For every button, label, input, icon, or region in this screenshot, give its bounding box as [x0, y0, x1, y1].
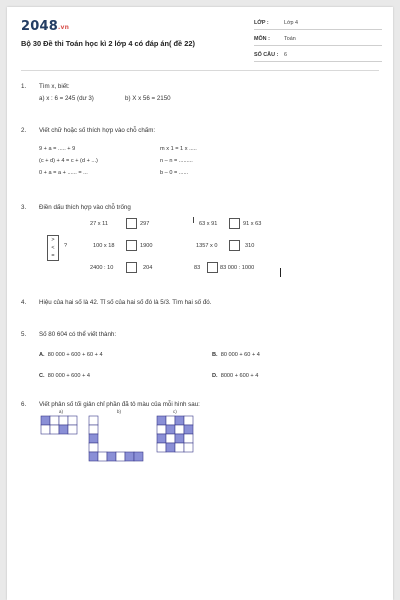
figure-c-cell — [157, 416, 166, 425]
figure-b-cell — [125, 452, 134, 461]
figure-c-cell — [157, 434, 166, 443]
figure-a-cell — [50, 425, 59, 434]
choice-b[interactable]: B. 80 000 + 60 + 4 — [212, 352, 260, 358]
q2-left-line: (c + d) + 4 = c + (d + ...) — [39, 158, 98, 164]
q1-part-a: a) x : 6 = 245 (dư 3) — [39, 95, 94, 102]
q3-expression: 83 — [194, 265, 201, 271]
figure-c-cell — [175, 434, 184, 443]
q3-expression: 63 x 91 — [199, 221, 218, 227]
figure-c-cell — [157, 425, 166, 434]
answer-box[interactable] — [229, 240, 240, 251]
figure-c-cell — [175, 443, 184, 452]
figure-b-cell — [134, 452, 143, 461]
q3-expression: 204 — [143, 265, 153, 271]
text-cursor — [193, 217, 194, 223]
figure-a-cell — [41, 416, 50, 425]
question-text: Điền dấu thích hợp vào chỗ trống — [39, 204, 131, 211]
question-number: 5. — [21, 331, 27, 338]
question-text: Viết phân số tối giản chỉ phần đã tô màu của mỗi hình sau: — [39, 401, 200, 408]
question-number: 2. — [21, 127, 27, 134]
figure-b-cell — [89, 416, 98, 425]
text-cursor — [280, 268, 281, 277]
site-logo[interactable]: 2048.vn — [21, 19, 70, 34]
figure-c-cell — [166, 425, 175, 434]
question-text: Số 80 604 có thể viết thành: — [39, 331, 117, 338]
q2-left-line: 9 + a = ..... + 9 — [39, 146, 76, 152]
choice-a[interactable]: A. 80 000 + 600 + 60 + 4 — [39, 352, 103, 358]
answer-box[interactable] — [126, 262, 137, 273]
answer-box[interactable] — [126, 240, 137, 251]
figure-a-grid — [41, 416, 81, 436]
figure-b-cell — [89, 434, 98, 443]
q3-expression: 1357 x 0 — [196, 243, 218, 249]
sign-options-box: > < = — [47, 235, 59, 261]
q2-right-line: n – n = ......... — [160, 158, 193, 164]
q3-expression: 297 — [140, 221, 150, 227]
figure-b-cell — [89, 425, 98, 434]
q3-expression: 27 x 11 — [90, 221, 108, 227]
question-number: 4. — [21, 299, 27, 306]
figure-c-cell — [184, 416, 193, 425]
question-number: 6. — [21, 401, 27, 408]
q2-right-line: m x 1 = 1 x ..... — [160, 146, 197, 152]
figure-b-cell — [89, 443, 98, 452]
q3-expression: 2400 : 10 — [90, 265, 114, 271]
question-number: 1. — [21, 83, 27, 90]
answer-box[interactable] — [229, 218, 240, 229]
figure-a-cell — [50, 416, 59, 425]
figure-label: a) — [59, 409, 63, 414]
figure-label: c) — [173, 409, 177, 414]
figure-b-cell — [116, 452, 125, 461]
figure-c-cell — [175, 416, 184, 425]
q3-expression: 91 x 63 — [243, 221, 262, 227]
figure-c-cell — [184, 434, 193, 443]
q3-expression: 83 000 : 1000 — [220, 265, 255, 271]
answer-box[interactable] — [126, 218, 137, 229]
header-divider — [21, 70, 379, 71]
figure-label: b) — [117, 409, 121, 414]
question-text: Viết chữ hoặc số thích hợp vào chỗ chấm: — [39, 127, 156, 134]
q3-expression: 1900 — [140, 243, 153, 249]
document-title: Bộ 30 Đề thi Toán học kì 2 lớp 4 có đáp án( đề 22) — [21, 39, 195, 48]
figure-c-cell — [166, 434, 175, 443]
question-mark: ? — [64, 243, 68, 249]
choice-d[interactable]: D. 8000 + 600 + 4 — [212, 373, 259, 379]
question-text: Hiệu của hai số là 42. Tỉ số của hai số đó là 5/3. Tìm hai số đó. — [39, 299, 212, 306]
figure-b-cell — [107, 452, 116, 461]
q3-expression: 100 x 18 — [93, 243, 115, 249]
q1-part-b: b) X x 56 = 2150 — [125, 95, 171, 102]
figure-a-cell — [68, 425, 77, 434]
figure-c-cell — [184, 443, 193, 452]
question-text: Tìm x, biết: — [39, 83, 70, 90]
figure-a-cell — [59, 416, 68, 425]
q3-expression: 310 — [245, 243, 255, 249]
figure-b-shape — [89, 416, 159, 466]
figure-c-cell — [175, 425, 184, 434]
q2-left-line: 0 + a = a + ...... = ... — [39, 170, 88, 176]
figure-b-cell — [98, 452, 107, 461]
choice-c[interactable]: C. 80 000 + 600 + 4 — [39, 373, 91, 379]
figure-a-cell — [41, 425, 50, 434]
figure-c-cell — [157, 443, 166, 452]
document-page: 2048.vn Bộ 30 Đề thi Toán học kì 2 lớp 4 có đáp án( đề 22) LỚP : Lớp 4 MÔN : Toán SỐ CÂU : 6 1. Tìm x, biết: a) x : 6 = 245 (dư 3) b) X x 56 = 2150 2. Viết chữ hoặc số thích hợp vào chỗ chấm: 9 + a = ..... + 9 (c + d) + 4 = c + (d + ...) 0 + a = a + ...... = ... m x 1 = 1 x ..... n – n = ......... b – 0 = ...... 3. Điền dấu thích hợp vào chỗ trống > < = ? 27 x 11 297 63 x 91 91 x 63 100 x 18 1900 1357 x 0 310 2400 : 10 204 83 83 000 : 1000 4. Hiệu của hai số là 42. Tỉ số của hai số đó là 5/3. Tìm hai số đó. 5. Số 80 604 có thể viết thành: A. 80 000 + 600 + 60 + 4 B. 80 000 + 60 + 4 C. 80 000 + 600 + 4 D. 8000 + 600 + 4 6. Viết phân số tối giản chỉ phần đã tô màu của mỗi hình sau: a) b) c) — [7, 7, 393, 600]
figure-c-cell — [166, 443, 175, 452]
figure-c-cell — [166, 416, 175, 425]
figure-a-cell — [68, 416, 77, 425]
question-number: 3. — [21, 204, 27, 211]
q2-right-line: b – 0 = ...... — [160, 170, 189, 176]
answer-box[interactable] — [207, 262, 218, 273]
figure-c-cell — [184, 425, 193, 434]
figure-c-grid — [157, 416, 197, 456]
figure-a-cell — [59, 425, 68, 434]
figure-b-cell — [89, 452, 98, 461]
